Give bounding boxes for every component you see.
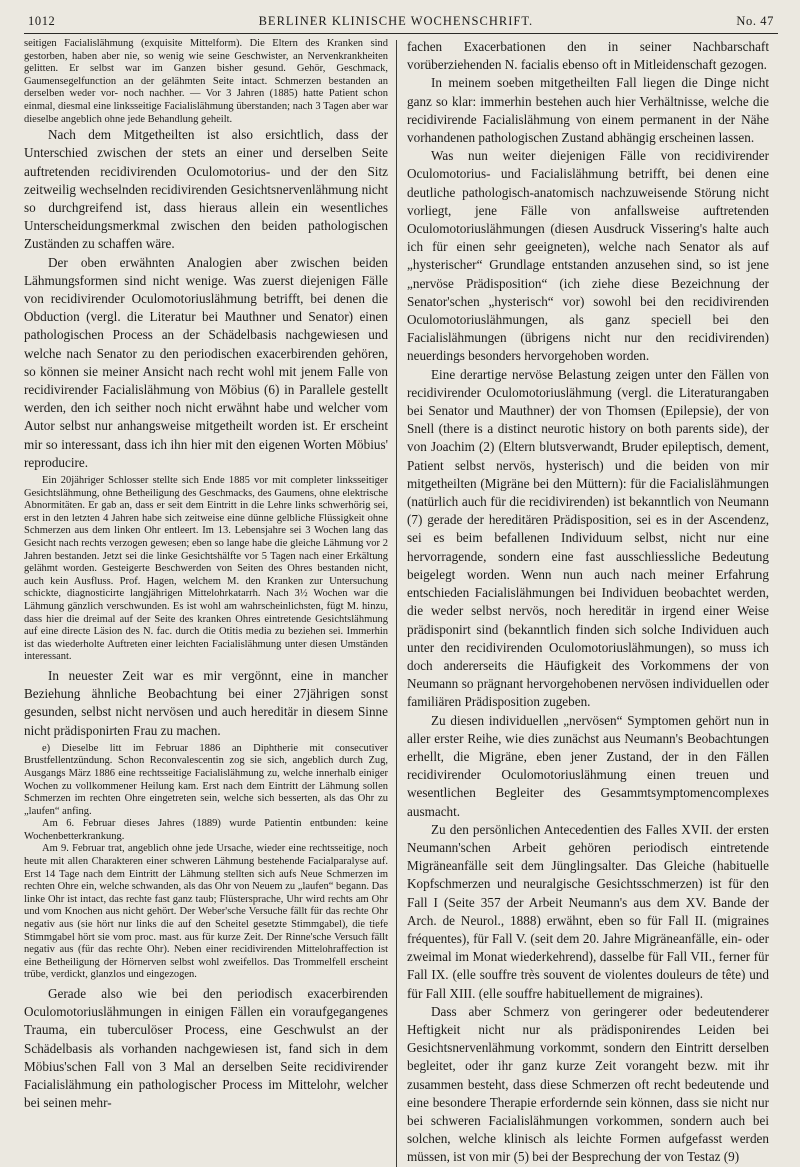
right-column: [397, 38, 769, 1167]
left-column-paragraph: Am 9. Februar trat, angeblich ohne jede Ursache, wieder eine rechtsseitige, noch heute mit allen Charakteren einer schweren Lähmung bestehende Facialparalyse auf. Erst 14 Tage nach dem Eintritt der Lähmung stellten sich aufs Neue Schmerzen im rechten Ohre ein, welche schwanden, als das Ohr von Neuem zu „laufen“ begann. Das linke Ohr ist intact, das rechte fast ganz taub; Flüstersprache, Uhr wird rechts am Ohr und vom Knochen aus nicht gehört. Der Weber'sche Versuche fällt für das rechte Ohr negativ aus (sie hört nur links die auf den Scheitel gesetzte Stimmgabel), die tiefe Stimmgabel hört sie vom proc. mast. aus für kurze Zeit. Der Rinne'sche Versuch fällt negativ aus (für das rechte Ohr). Neben einer recidivirenden Mittelohraffection ist eine Betheiligung der Hörnerven selbst wohl zweifellos. Das Trommelfell erscheint trübe, verdickt, glanzlos und eingezogen.: [24, 843, 388, 981]
left-column-paragraph: seitigen Facialislähmung (exquisite Mittelform). Die Eltern des Kranken sind gestorben, haben aber nie, so wenig wie seine Geschwister, an Nervenkrankheiten gelitten. Er selbst war im Ganzen bisher gesund. Gehör, Geschmack, Gaumensegelfunction an der gelähmten Seite intact. Schmerzen bestanden an derselben weder vor- noch nachher. — Vor 3 Jahren (1885) hatte Patient schon einmal, diesmal eine linksseitige Facialislähmung überstanden; nach 3 Tagen aber war dieselbe angeblich ohne jede Behandlung geheilt.: [24, 38, 388, 125]
left-column-paragraph: Ein 20jähriger Schlosser stellte sich Ende 1885 vor mit completer linksseitiger Gesichtslähmung, ohne Betheiligung des Geschmacks, des Gaumens, ohne elektrische Abnormitäten. Er gab an, dass er seit dem Eintritt in die Lehre links schwerhörig sei, erst in den letzten 4 Jahren habe sich zeitweise eine dünne gelbliche Flüssigkeit ohne Schmerzen aus dem linken Ohr entleert. Im 13. Lebensjahre sei 3 Wochen lang das Gesicht nach rechts verzogen gewesen; eben so lange habe die gleiche Lähmung vor 2 Jahren bestanden. Jetzt sei die linke Gesichtshälfte vor 5 Tagen nach einer Erkältung gelähmt worden. Gesteigerte Beschwerden von Seiten des Ohres bestanden nicht, auch kein Ausfluss. Prof. Hagen, welchem M. den Kranken zur Untersuchung schickte, diagnosticirte langjährigen Mittelohrkatarrh. Nach 3½ Wochen war die Lähmung gänzlich verschwunden. Es ist wohl am wahrscheinlichsten, fügt M. hinzu, dass hier die dreimal auf der Seite des kranken Ohres eintretende Gesichtslähmung auf eine directe Läsion des N. fac. durch die Otitis media zu beziehen sei. Immerhin ist das wiederholte Auftreten einer leichten Facialislähmung unter diesen Umständen interessant.: [24, 475, 388, 663]
text-columns: [24, 38, 778, 1167]
right-column-paragraph: Eine derartige nervöse Belastung zeigen unter den Fällen von recidivirender Oculomotoriuslähmung (vergl. die Literaturangaben bei Senator und Mauthner) der von Thomsen (Epilepsie), der von Snell (there is a distinct neurotic history on both parents side), der von Joachim (2) (Eltern blutsverwandt, Bruder epileptisch, dement, Patient selbst nervös, hysterisch) und die beiden von mir mitgetheilten (Migräne bei den Müttern): für die Facialislähmungen (natürlich auch für die recidivirenden) ist bekanntlich von Neumann (7) gerade der hereditären Prädisposition, sei es in der Ascendenz, sei es beim befallenen Individuum selbst, nicht nur eine hervorragende, sondern eine fast ausschliessliche Bedeutung beigelegt worden. Wenn nun auch nach meiner Erfahrung entschieden Facialislähmungen bei Individuen beobachtet werden, die weder selbst nervös, noch hereditär in irgend einer Weise prädisponirt sind (bekanntlich finden sich solche Individuen auch unter den recidivirenden Oculomotoriuslähmungen), so muss ich doch andererseits die Häufigkeit des Vorkommens der von Neumann so prägnant hervorgehobenen nervösen individuellen oder familiären Prädisposition zugeben.: [407, 366, 769, 710]
right-column-paragraph: Zu den persönlichen Antecedentien des Falles XVII. der ersten Neumann'schen Arbeit gehören periodisch eintretende Migräneanfälle seit dem Jünglingsalter. Das Gleiche (habituelle Kopfschmerzen und neuralgische Gesichtsschmerzen) ist für den Fall I (Seite 357 der Arbeit Neumann's aus dem XV. Bande der Arch. de Neurol., 1888) erwähnt, eben so für Fall II. (migraines fréquentes), für Fall V. (seit dem 20. Jahre Migräneanfälle, ein- oder zweimal im Monat wiederkehrend), dasselbe für Fall VII., ferner für Fall IX. (elle souffre très souvent de violentes douleurs de tête) und für Fall XIII. (elle souffre habituellement de migraines).: [407, 821, 769, 1001]
right-column-paragraph: Dass aber Schmerz von geringerer oder bedeutenderer Heftigkeit nicht nur als prädisponirendes Leiden bei Gesichtsnervenlähmung vorkommt, sondern den Eintritt derselben begleitet, oder ihr ganz kurze Zeit vorangeht bezw. mit ihr zusammen besteht, dass diese Schmerzen oft recht bedeutende und eine besondere Therapie erfordernde sein können, dass sie nicht nur bei schweren Facialislähmungen vorkommen, sondern auch bei solchen, welche klinisch als leichte Formen aufgefasst werden müssen, ist von mir (5) bei der Besprechung der von Testaz (9): [407, 1003, 769, 1165]
left-column-paragraph: In neuester Zeit war es mir vergönnt, eine in mancher Beziehung ähnliche Beobachtung bei einer 27jährigen sonst gesunden, selbst nicht nervösen und auch hereditär in diesem Sinne nicht prädisponirten Frau zu machen.: [24, 667, 388, 738]
left-column-paragraph: Am 6. Februar dieses Jahres (1889) wurde Patientin entbunden: keine Wochenbetterkrankung.: [24, 818, 388, 842]
right-column-paragraph: Was nun weiter diejenigen Fälle von recidivirender Oculomotorius- und Facialislähmung betrifft, bei denen eine deutliche pathologisch-anatomisch nachzuweisende Störung nicht vorliegt, jene Fälle von anfallsweise auftretenden Oculomotoriuslähmungen (diesen Ausdruck Vissering's halte auch ich für einen sehr geeigneten), welche nach Senator als auf „hysterischer“ Grundlage entstanden anzusehen sind, so ist jene „nervöse Prädisposition“ (ich ziehe diese Bezeichnung der Senator'schen „hysterisch“ vor) sowohl bei den recidivirenden Oculomotoriuslähmungen, als ganz speciell bei den Facialislähmungen (übrigens nicht nur den recidivirenden) neuerdings besonders hervorgehoben worden.: [407, 148, 769, 364]
right-column-paragraph: fachen Exacerbationen den in seiner Nachbarschaft vorüberziehenden N. facialis ebenso oft in Mitleidenschaft gezogen.: [407, 39, 769, 73]
journal-title: BERLINER KLINISCHE WOCHENSCHRIFT.: [258, 14, 534, 28]
left-column-paragraph: Nach dem Mitgetheilten ist also ersichtlich, dass der Unterschied zwischen der stets an einer und derselben Seite auftretenden recidivirenden Oculomotorius- und der den Sitz zeitweilig wechselnden recidivirenden Gesichtsnervenlähmung nicht so durchgreifend ist, dass hieraus allein ein wesentliches Unterscheidungsmerkmal zwischen den beiden pathologischen Zuständen zu schaffen wäre.: [24, 127, 388, 252]
right-column-paragraph: In meinem soeben mitgetheilten Fall liegen die Dinge nicht ganz so klar: immerhin bestehen auch hier Verhältnisse, welche die recidivirende Facialislähmung von einem permanent in der Nähe vorhandenen pathologischen Zustand abhängig erscheinen lassen.: [407, 75, 769, 146]
issue-number: No. 47: [736, 14, 774, 28]
page-number: 1012: [28, 14, 56, 28]
left-column-paragraph: e) Dieselbe litt im Februar 1886 an Diphtherie mit consecutiver Brustfellentzündung. Schon Reconvalescentin zog sie sich, angeblich durch Zug, Ausgangs März 1886 eine rechtsseitige Facialislähmung zu, welche innerhalb einiger Wochen zu vollkommener Heilung kam. Erst nach dem Eintritt der Lähmung sollen Schmerzen im rechten Ohre eingetreten sein, welche sich besserten, als das Ohr zu „laufen“ anfing.: [24, 742, 388, 817]
left-column: [24, 38, 396, 1167]
left-column-paragraph: Der oben erwähnten Analogien aber zwischen beiden Lähmungsformen sind nicht wenige. Was zuerst diejenigen Fälle von recidivirender Oculomotoriuslähmung betrifft, bei denen die Obduction (vergl. die Literatur bei Mauthner und Senator) einen pathologischen Process an der Schädelbasis nachgewiesen und welche nach Senator zu den periodischen exacerbirenden gehören, so können sie meiner Ansicht nach recht wohl mit jenem Falle von recidivirender Facialislähmung von Möbius (6) in Parallele gestellt werden, den ich seither noch nicht erwähnt habe und welcher vom Autor selbst nur anhangsweise mitgetheilt worden ist. Er erscheint mir so interessant, dass ich ihn hier mit den eigenen Worten Möbius' reproducire.: [24, 254, 388, 470]
left-column-paragraph: Gerade also wie bei den periodisch exacerbirenden Oculomotoriuslähmungen in einigen Fällen ein voraufgegangenes Trauma, ein tuberculöser Process, eine Geschwulst an der Schädelbasis als vorhanden nachgewiesen ist, fand sich in dem Möbius'schen Fall von 3 Mal an derselben Seite recidivirender Facialislähmung ein pathologischer Process im Mittelohr, welcher bei seinen mehr-: [24, 986, 388, 1111]
right-column-paragraph: Zu diesen individuellen „nervösen“ Symptomen gehört nun in aller erster Reihe, wie dies zunächst aus Neumann's Beobachtungen erhellt, die Migräne, eben jener Zustand, der in den Fällen recidivirender Oculomotoriuslähmung einen treuen und wesentlichen Begleiter des Gesammtsymptomencomplexes ausmacht.: [407, 712, 769, 819]
page-header: [24, 14, 778, 34]
